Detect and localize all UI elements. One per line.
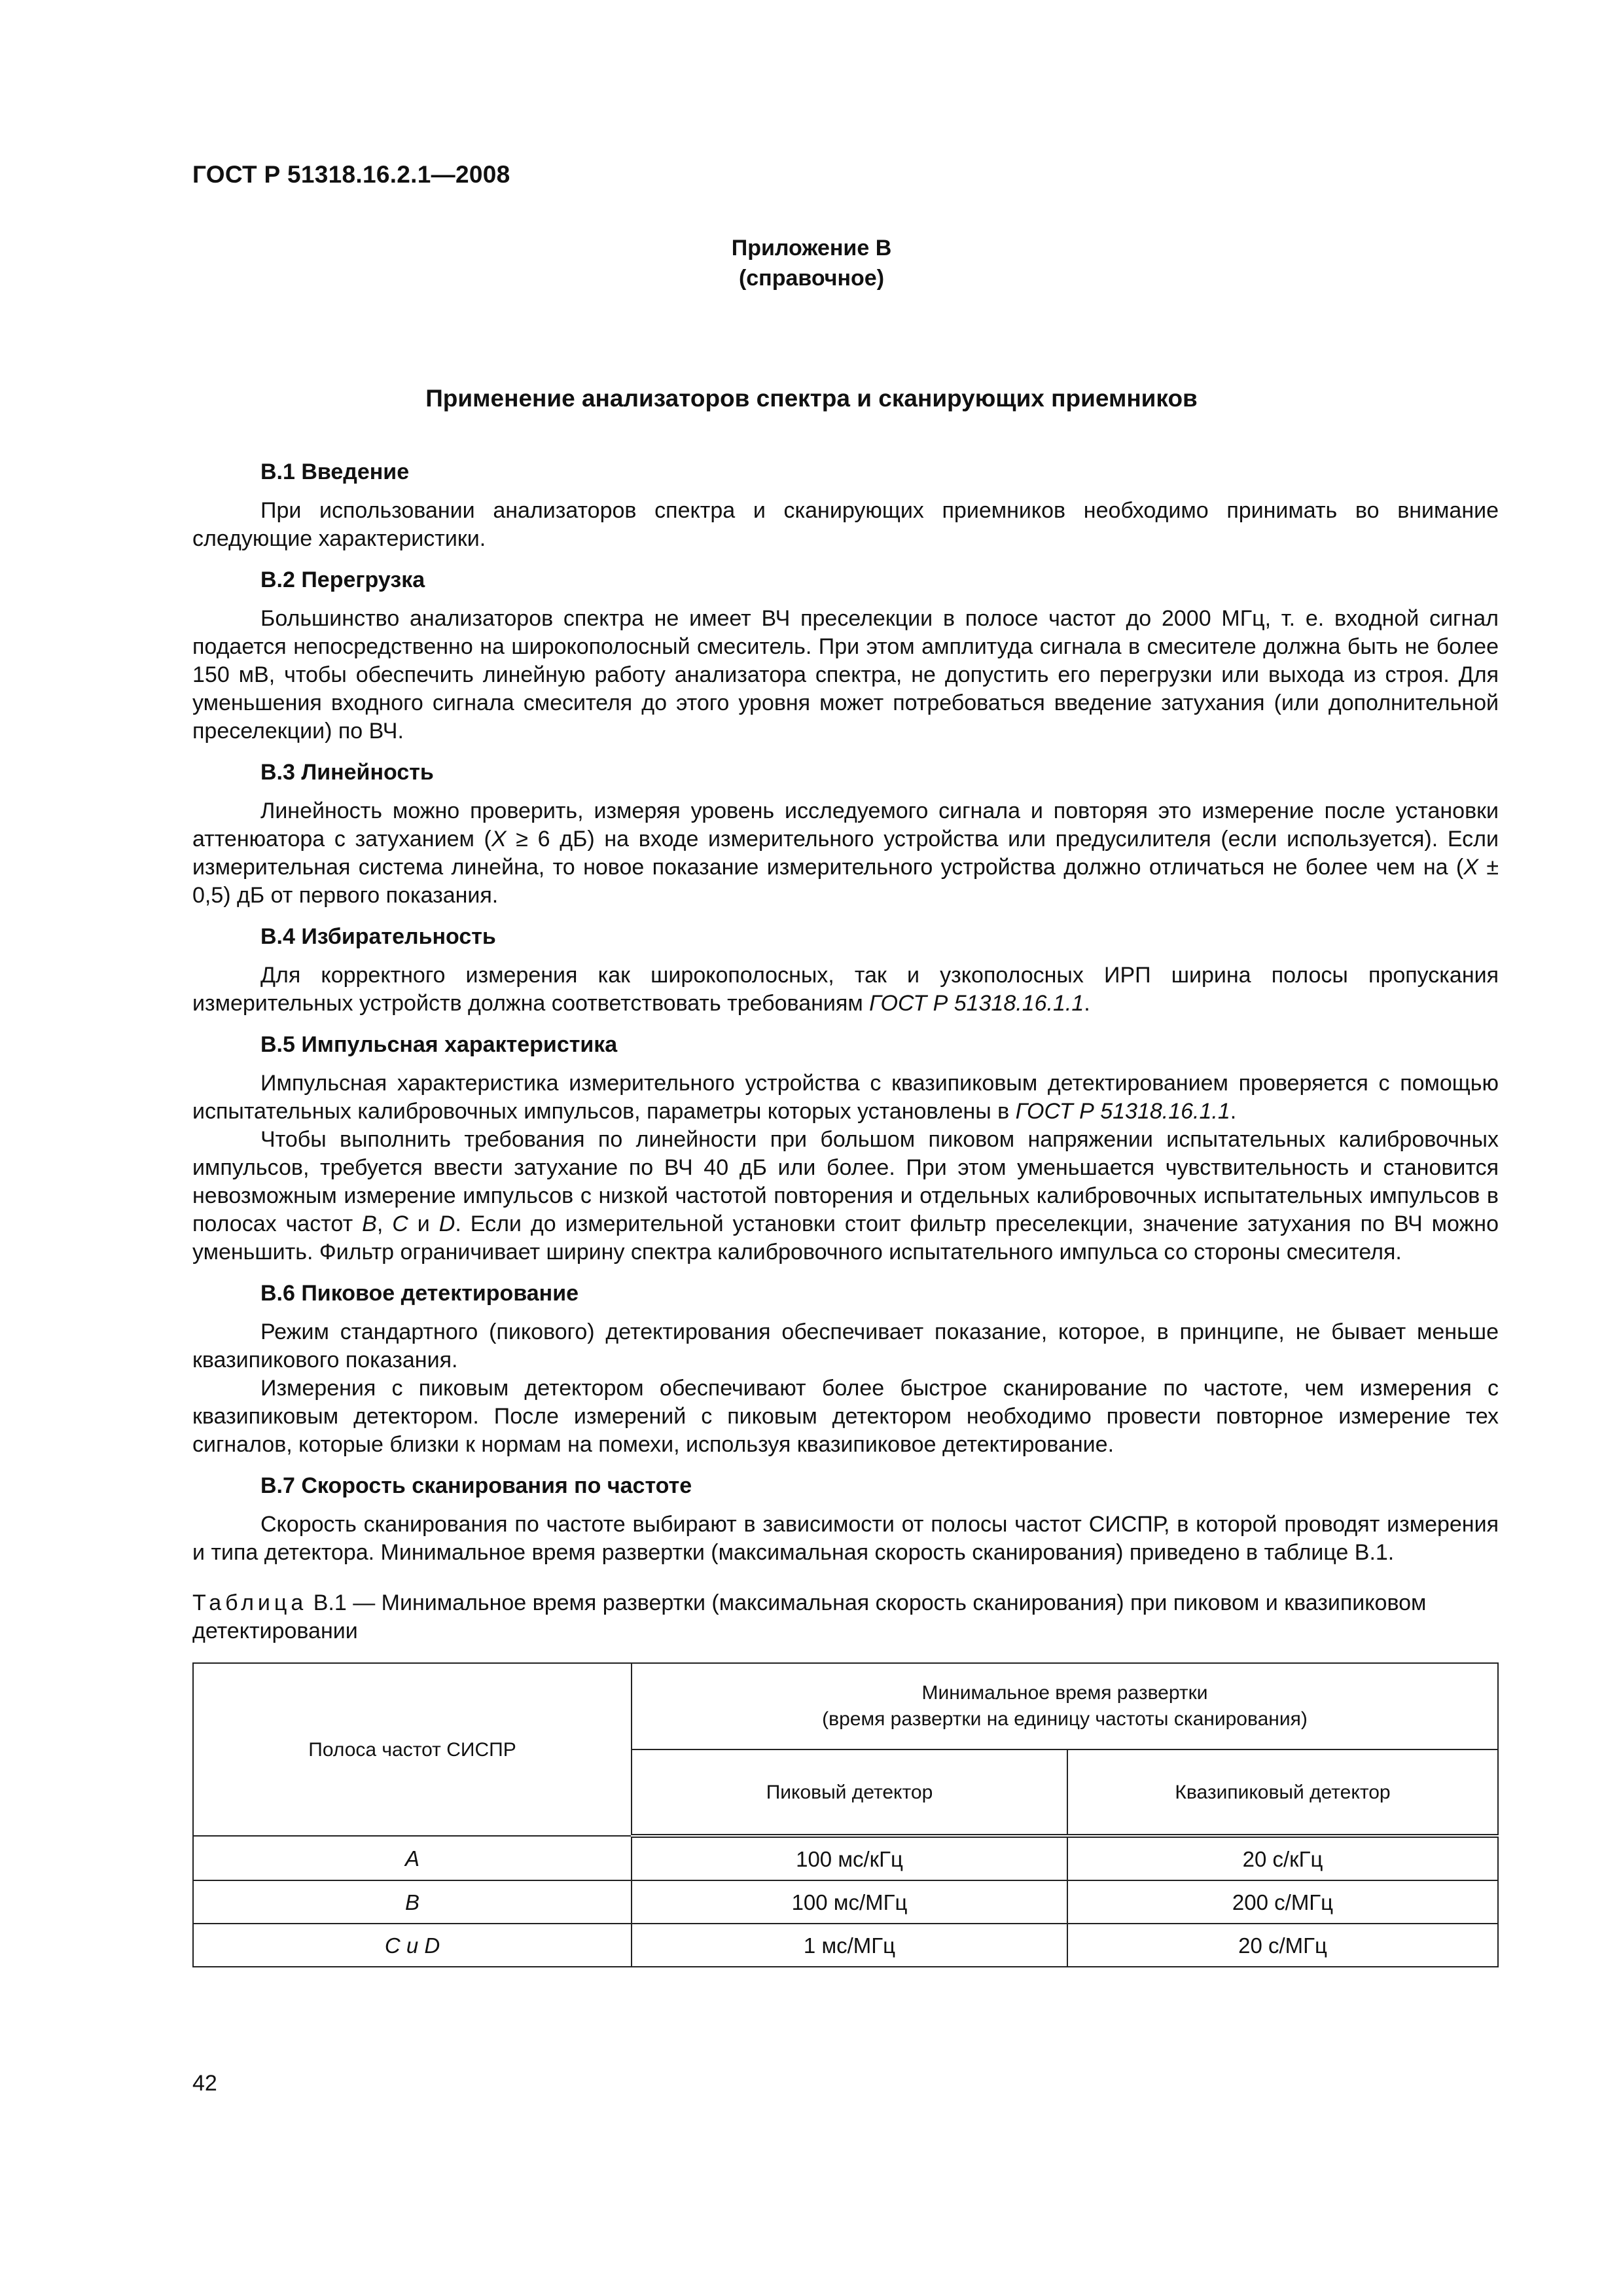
section-heading-b4: В.4 Избирательность <box>260 924 496 949</box>
sweep-time-table <box>192 1662 1499 1967</box>
section-b5-paragraph-1 <box>192 1069 1499 1126</box>
section-heading-b2: В.2 Перегрузка <box>260 567 425 592</box>
section-heading-b5: В.5 Импульсная характеристика <box>260 1032 618 1057</box>
peak-cell: 100 мс/кГц <box>632 1836 1067 1880</box>
table-header-row <box>193 1663 1498 1749</box>
page-number: 42 <box>192 2071 217 2096</box>
table-row <box>193 1836 1498 1880</box>
quasipeak-cell: 200 с/МГц <box>1067 1880 1498 1924</box>
peak-cell: 100 мс/МГц <box>632 1880 1067 1924</box>
text-run: Линейность можно проверить, измеряя уровень исследуемого сигнала и повторяя это измерение после установки аттенюатора с затуханием ( <box>192 798 1499 852</box>
section-heading-b1: В.1 Введение <box>260 459 410 484</box>
header-quasipeak-cell: Квазипиковый детектор <box>1067 1749 1498 1836</box>
section-b6-paragraph-2: Измерения с пиковым детектором обеспечивают более быстрое сканирование по частоте, чем измерения с квазипиковым детектором. После измерений с пиковым детектором необходимо провести повторное измерение тех сигналов, которые близки к нормам на помехи, используя квазипиковое детектирование. <box>192 1376 1499 1457</box>
appendix-title: Приложение В <box>731 236 892 260</box>
variable-x: X <box>491 827 507 852</box>
main-title: Применение анализаторов спектра и сканирующих приемников <box>425 385 1198 412</box>
table-caption <box>192 1589 1499 1645</box>
section-heading-b6: В.6 Пиковое детектирование <box>260 1281 579 1306</box>
section-b2-paragraph: Большинство анализаторов спектра не имеет ВЧ преселекции в полосе частот до 2000 МГц, т. е. входной сигнал подается непосредственно на широкополосный смеситель. При этом амплитуда сигнала в смесителе должна быть не более 150 мВ, чтобы обеспечить линейную работу анализатора спектра, не допустить его перегрузки или выхода из строя. Для уменьшения входного сигнала смесителя до этого уровня может потребоваться введение затухания (или дополнительной преселекции) по ВЧ. <box>192 606 1499 744</box>
text-run: ≥ 6 дБ) на входе измерительного устройства или предусилителя (если используется). Если измерительная система линейна, то новое показание измерительного устройства должно отличаться не более чем на ( <box>192 827 1499 880</box>
header-min-sweep-line1: Минимальное время развертки <box>921 1682 1208 1704</box>
document-code-header: ГОСТ Р 51318.16.2.1—2008 <box>192 161 510 188</box>
text-run: , <box>376 1211 393 1236</box>
header-min-sweep-line2: (время развертки на единицу частоты сканирования) <box>822 1708 1308 1730</box>
text-run: и <box>408 1211 439 1236</box>
header-peak-cell: Пиковый детектор <box>632 1749 1067 1836</box>
band-letter-c: C <box>392 1211 408 1236</box>
header-band-cell: Полоса частот СИСПР <box>193 1663 632 1836</box>
appendix-type: (справочное) <box>738 266 885 291</box>
standard-reference: ГОСТ Р 51318.16.1.1 <box>869 991 1084 1016</box>
text-run: . <box>1084 991 1090 1016</box>
table-row <box>193 1924 1498 1967</box>
text-run: Для корректного измерения как широкополосных, так и узкополосных ИРП ширина полосы пропускания измерительных устройств должна соответствовать требованиям <box>192 963 1499 1016</box>
quasipeak-cell: 20 с/МГц <box>1067 1924 1498 1967</box>
section-b1-paragraph: При использовании анализаторов спектра и сканирующих приемников необходимо принимать во внимание следующие характеристики. <box>192 498 1499 551</box>
text-run: ± 0,5) дБ от первого показания. <box>192 855 1499 908</box>
text-run: Импульсная характеристика измерительного устройства с квазипиковым детектированием проверяется с помощью испытательных калибровочных импульсов, параметры которых установлены в <box>192 1071 1499 1124</box>
document-body <box>192 458 1499 1967</box>
section-b4-paragraph <box>192 961 1499 1018</box>
peak-cell: 1 мс/МГц <box>632 1924 1067 1967</box>
variable-x: X <box>1463 855 1478 880</box>
section-b5-paragraph-2 <box>192 1126 1499 1266</box>
table-row <box>193 1880 1498 1924</box>
section-b6-paragraph-1: Режим стандартного (пикового) детектирования обеспечивает показание, которое, в принципе, не бывает меньше квазипикового показания. <box>192 1319 1499 1372</box>
section-heading-b7: В.7 Скорость сканирования по частоте <box>260 1473 692 1498</box>
band-cell: B <box>193 1880 632 1924</box>
band-letter-d: D <box>438 1211 455 1236</box>
standard-reference: ГОСТ Р 51318.16.1.1 <box>1015 1099 1230 1124</box>
text-run: . Если до измерительной установки стоит фильтр преселекции, значение затухания по ВЧ можно уменьшить. Фильтр ограничивает ширину спектра калибровочного испытательного импульса со стороны смесителя. <box>192 1211 1499 1265</box>
text-run: Чтобы выполнить требования по линейности при большом пиковом напряжении испытательных калибровочных импульсов, требуется ввести затухание по ВЧ 40 дБ или более. При этом уменьшается чувствительность и становится невозможным измерение импульсов с низкой частотой повторения и отдельных калибровочных испытательных импульсов в полосах частот <box>192 1127 1499 1236</box>
band-cell: C и D <box>193 1924 632 1967</box>
section-b3-paragraph <box>192 797 1499 910</box>
band-cell: A <box>193 1836 632 1880</box>
quasipeak-cell: 20 с/кГц <box>1067 1836 1498 1880</box>
table-caption-text: В.1 — Минимальное время развертки (максимальная скорость сканирования) при пиковом и квазипиковом детектировании <box>192 1590 1427 1643</box>
section-heading-b3: В.3 Линейность <box>260 760 434 785</box>
text-run: . <box>1230 1099 1237 1124</box>
section-b7-paragraph: Скорость сканирования по частоте выбирают в зависимости от полосы частот СИСПР, в которой проводят измерения и типа детектора. Минимальное время развертки (максимальная скорость сканирования) приведено в таблице В.1. <box>192 1512 1499 1565</box>
header-min-sweep-cell <box>632 1663 1498 1749</box>
table-caption-word: Таблица <box>192 1590 308 1615</box>
band-letter-b: B <box>362 1211 377 1236</box>
